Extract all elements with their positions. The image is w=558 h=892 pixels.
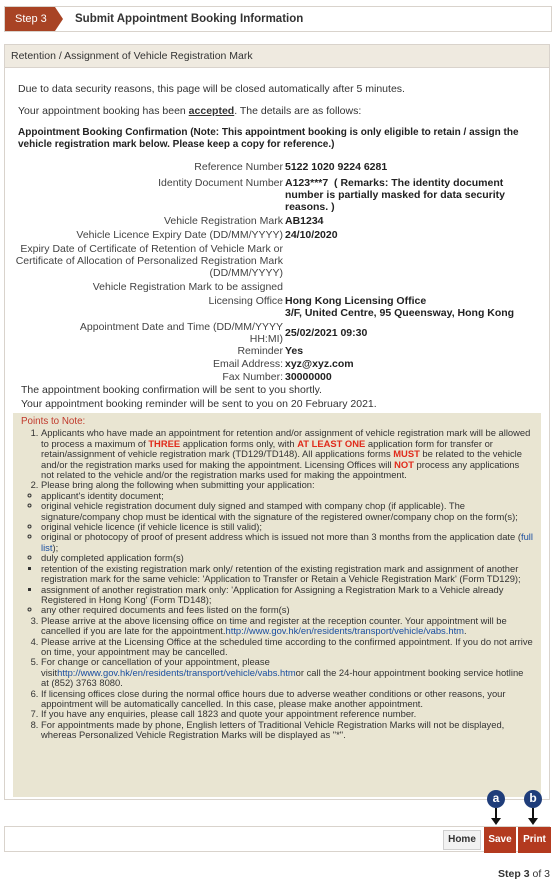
step-indicator (498, 868, 550, 880)
action-bar (4, 826, 550, 852)
reference-value: 5122 1020 9224 6281 (285, 161, 388, 173)
doc-identity: ◦ applicant's identity document; (41, 491, 533, 501)
booking-panel (4, 44, 550, 800)
assigned-mark-label: Vehicle Registration Mark to be assigned (92, 281, 283, 293)
reminder-label: Reminder (237, 345, 283, 357)
note-6: 6. If licensing offices close during the normal office hours due to adverse weather conditions or other reasons, your appointment will be automatically cancelled. In this case, please make another appointment. (41, 689, 533, 710)
print-button[interactable]: Print (518, 827, 551, 853)
note-3 (41, 616, 533, 637)
doc-address-proof (41, 532, 533, 553)
note-1-text-c: application form for transfer or retain/assignment of vehicle registration mark (TD129/TD148). All applications forms (41, 437, 493, 460)
fax-label: Fax Number: (222, 371, 283, 383)
step-indicator-current: Step 3 (498, 868, 530, 880)
note-1-text-b: application forms only, with (180, 437, 298, 449)
note-4: 4. Please arrive at the Licensing Office at the scheduled time according to the confirmed appointment. If you do not arrive on time, your appointment may be cancelled. (41, 637, 533, 658)
doc-other: ◦ any other required documents and fees listed on the form(s) (41, 605, 533, 615)
doc-address-text-a: original or photocopy of proof of present address which is issued not more than 3 months from the application date ( (41, 531, 521, 543)
note-1-must: MUST (393, 448, 420, 460)
doc-licence: ◦ original vehicle licence (if vehicle licence is still valid); (41, 522, 533, 532)
reminder-value: Yes (285, 345, 304, 357)
cert-expiry-label: Expiry Date of Certificate of Retention of Vehicle Mark or Certificate of Allocation of Personalized Registration Mark (DD/MM/YYYY) (15, 243, 283, 279)
home-button[interactable]: Home (443, 830, 481, 850)
note-1-text-a: Applicants who have made an appointment for retention and/or assignment of vehicle registration mark will be allowed to process a maximum of (41, 427, 531, 449)
booking-suffix: . The details are as follows: (234, 105, 362, 117)
doc-address-text-b: ); (52, 541, 59, 553)
note-3-end: . (463, 625, 467, 637)
office-name: Hong Kong Licensing Office (285, 295, 427, 307)
note-1-three: THREE (148, 437, 181, 449)
confirmation-sent-line: The appointment booking confirmation will be sent to you shortly. (21, 384, 322, 396)
marker-b: b (524, 790, 542, 808)
note-7: 7. If you have any enquiries, please call 1823 and quote your appointment reference number. (41, 709, 533, 719)
note-1-text-d: be related to the vehicle and/or the registration marks used for making the appointment. Licensing Offices will (41, 448, 522, 470)
full-list-link[interactable]: full list (41, 531, 533, 553)
notes-list (21, 428, 533, 740)
licence-expiry-value: 24/10/2020 (285, 229, 338, 241)
note-5-text-b: or call the 24-hour appointment booking service hotline at (852) 3763 8080. (41, 666, 524, 689)
booking-prefix: Your appointment booking has been (18, 105, 189, 117)
documents-list (21, 491, 533, 564)
marker-a: a (487, 790, 505, 808)
doc-registration: ◦ original vehicle registration document duly signed and stamped with company chop (if applicable). The signature/company chop must be identical with the signature of the registered owner/company chop on the form(s); (41, 501, 533, 522)
notes-title: Points to Note: (21, 416, 86, 427)
form-td148: ▪ assignment of another registration mark only: 'Application for Assigning a Registration Mark to a Vehicle already Registered in Hong Kong' (Form TD148); (41, 585, 533, 606)
note-2-text: Please bring along the following when submitting your application: (41, 479, 315, 491)
fax-value: 30000000 (285, 371, 332, 383)
points-to-note (13, 413, 541, 797)
office-address: 3/F, United Centre, 95 Queensway, Hong Kong (285, 307, 515, 319)
reminder-sent-line: Your appointment booking reminder will be sent to you on 20 February 2021. (21, 398, 377, 410)
identity-label: Identity Document Number (158, 177, 283, 189)
save-button[interactable]: Save (484, 827, 516, 853)
step-indicator-total: of 3 (529, 868, 550, 880)
step-title: Submit Appointment Booking Information (75, 13, 304, 25)
step-header (4, 6, 552, 32)
mark-label: Vehicle Registration Mark (163, 215, 283, 227)
note-3-text: Please arrive at the above licensing office on time and register at the reception counter. Your appointment will be cancelled if you are late for the appointment. (41, 614, 507, 637)
doc-application-forms: ◦ duly completed application form(s) (41, 553, 533, 563)
note-2 (41, 480, 533, 615)
reference-label: Reference Number (194, 161, 283, 173)
note-1-text-e: process any applications not related to the vehicle and/or the registration marks used for making the appointment. (41, 458, 520, 481)
datetime-value: 25/02/2021 09:30 (285, 327, 368, 339)
booking-status: accepted (188, 105, 235, 117)
note-5-text-a: For change or cancellation of your appointment, please visit (41, 656, 270, 678)
identity-value-block (285, 177, 535, 213)
arrow-b-head (528, 818, 538, 825)
office-value (285, 295, 514, 319)
note-1 (41, 428, 533, 480)
note-5 (41, 657, 533, 688)
office-label: Licensing Office (208, 295, 283, 307)
form-td129: ▪ retention of the existing registration mark only/ retention of the existing registration mark and assignment of another registration mark for the same vehicle: 'Application to Transfer or Retain a Vehicle Registration Mark' (Form TD129); (41, 564, 533, 585)
note-8: 8. For appointments made by phone, English letters of Traditional Vehicle Registration Marks will not be displayed, whereas Personalized Vehicle Registration Marks will be displayed as "*". (41, 720, 533, 741)
note-5-link[interactable]: http://www.gov.hk/en/residents/transport/vehicle/vabs.htm (57, 666, 296, 678)
identity-remark: ( Remarks: The identity document number is partially masked for data security reasons. ) (285, 177, 505, 213)
booking-status-line (18, 105, 361, 117)
mark-value: AB1234 (285, 215, 324, 227)
email-label: Email Address: (212, 358, 283, 370)
arrow-a-head (491, 818, 501, 825)
datetime-label: Appointment Date and Time (DD/MM/YYYY HH:MI) (79, 321, 283, 345)
note-3-link[interactable]: http://www.gov.hk/en/residents/transport/vehicle/vabs.htm (225, 625, 464, 637)
licence-expiry-label: Vehicle Licence Expiry Date (DD/MM/YYYY) (76, 229, 283, 241)
security-notice: Due to data security reasons, this page will be closed automatically after 5 minutes. (18, 83, 405, 95)
confirmation-heading: Appointment Booking Confirmation (Note: This appointment booking is only eligible to retain / assign the vehicle registration mark below. Please keep a copy for reference.) (18, 127, 519, 150)
email-value: xyz@xyz.com (285, 358, 354, 370)
forms-list (21, 564, 533, 606)
note-1-at-least-one: AT LEAST ONE (297, 437, 366, 449)
step-tag: Step 3 (5, 7, 55, 31)
note-1-not: NOT (394, 458, 414, 470)
identity-value: A123***7 (285, 177, 329, 189)
panel-title: Retention / Assignment of Vehicle Registration Mark (5, 45, 549, 68)
